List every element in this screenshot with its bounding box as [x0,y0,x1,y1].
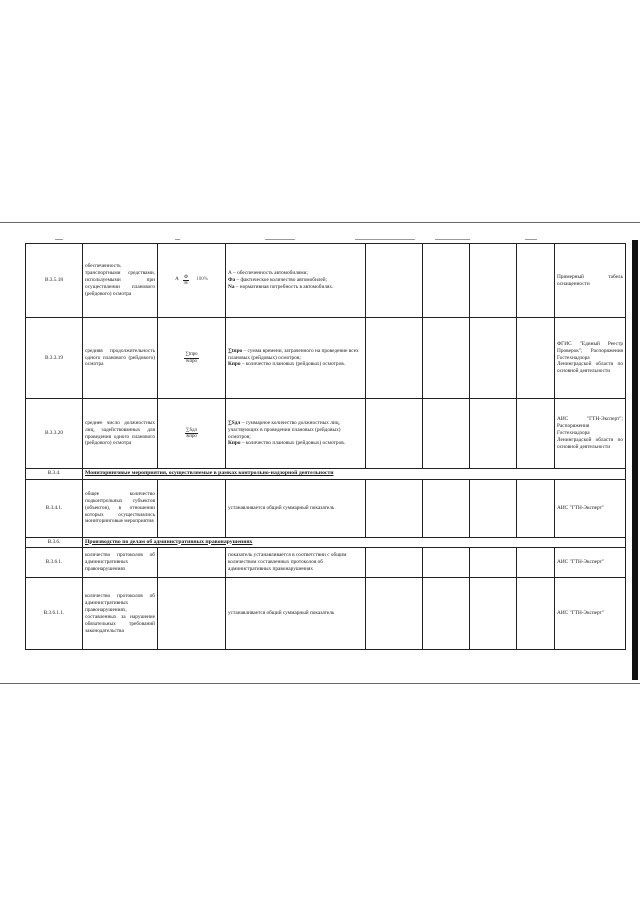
row-code: В.3.3.19 [26,318,83,399]
desc-line: – фактическое количество автомобилей; [235,277,328,283]
formula-numerator: ∑tпро [185,352,198,358]
row-indicator-name: общее количество подконтрольных субъектов (объектов), в отношении которых осуществлялись мониторинговые мероприятия [83,479,158,537]
row-indicator-name: количество протоколов об административных правонарушениях [83,548,158,578]
desc-line: – суммарное количество должностных лиц, участвующих в проведении плановых (рейдовых) осмотров; [228,419,341,440]
section-header-row [26,537,626,548]
empty-cell [470,318,517,399]
empty-cell [366,399,423,469]
formula-fraction [185,428,198,439]
empty-cell [423,548,470,578]
empty-cell [517,244,555,318]
empty-cell [423,578,470,650]
table-row [26,244,626,318]
row-source: АИС "ГТН-Эксперт" [555,548,626,578]
row-code: В.3.5.18 [26,244,83,318]
row-source: АИС "ГТН-Эксперт" [555,578,626,650]
table-row [26,578,626,650]
empty-cell [517,548,555,578]
empty-cell [366,318,423,399]
table-row [26,318,626,399]
row-indicator-name: средняя продолжительность одного планового (рейдового) осмотра [83,318,158,399]
indicator-table [25,243,626,650]
section-title [83,537,626,548]
row-indicator-name: количество протоколов об административных правонарушениях, составленных за нарушение обязательных требований законодательства [83,578,158,650]
desc-line: – количество плановых (рейдовых) осмотров. [240,440,346,447]
empty-cell [517,399,555,469]
row-source: ФГИС "Единый Реестр Проверок"; Распоряжения Гостехнадзора Ленинградской области по основной деятельности [555,318,626,399]
empty-cell [517,318,555,399]
row-description: устанавливается общий суммарный показатель [226,578,366,650]
formula-numerator: Ф [184,274,188,280]
empty-cell [366,479,423,537]
empty-cell [423,479,470,537]
formula-denominator: Kпро [186,358,197,364]
section-header-row [26,469,626,480]
empty-cell [517,479,555,537]
row-source: АИС "ГТН-Эксперт" [555,479,626,537]
row-description [226,318,366,399]
desc-term: Кпро [228,361,241,368]
empty-cell [423,318,470,399]
row-code: В.3.6.1. [26,548,83,578]
section-title-text: Производство по делам об административных правонарушениях [85,538,253,545]
formula-denominator: Кпро [186,434,197,439]
empty-cell [470,399,517,469]
table-row [26,399,626,469]
row-description: устанавливается общий суммарный показатель [226,479,366,537]
empty-cell [470,479,517,537]
desc-term: ∑tпро [228,347,243,354]
desc-line: – сумма времени, затраченного на проведение всех плановых (рейдовых) осмотров; [228,347,359,361]
desc-line: – нормативная потребность в автомобилях. [234,283,334,290]
empty-cell [366,578,423,650]
empty-cell [470,578,517,650]
formula-fraction [183,275,189,286]
row-description [226,399,366,469]
formula-prefix: А [175,277,179,283]
bottom-rule [0,683,640,684]
section-title [83,469,626,480]
empty-cell [423,399,470,469]
desc-line: А – обеспеченность автомобилями; [228,270,308,277]
formula-fraction [184,352,198,363]
row-description: показатель устанавливается в соответствии с общим количеством составленных протоколов об административных правонарушениях [226,548,366,578]
row-formula [158,318,226,399]
row-formula [158,399,226,469]
formula-suffix: 100% [196,277,208,283]
row-code: В.3.6.1.1. [26,578,83,650]
desc-line: – количество плановых (рейдовых) осмотров. [240,361,346,368]
desc-term: Na [228,283,235,290]
formula-denominator: Н [184,281,188,286]
desc-term: ∑Sдл [228,419,241,426]
empty-cell [470,244,517,318]
empty-cell [517,578,555,650]
desc-term: Кпро [228,440,241,447]
row-code: В.3.4.1. [26,479,83,537]
section-title-text: Мониторинговые мероприятия, осуществляемые в рамках контрольно-надзорной деятельности [85,470,334,476]
formula-numerator: ∑Sдл [186,427,197,433]
row-formula [158,479,226,537]
empty-cell [423,244,470,318]
row-formula [158,548,226,578]
top-rule [0,222,640,223]
row-formula [158,244,226,318]
empty-cell [366,244,423,318]
desc-term: Фа [228,277,236,283]
row-source: Примерный табель оснащенности [555,244,626,318]
row-source: АИС "ГТН-Эксперт"; Распоряжения Гостехнадзора Ленинградской области по основной деятельности [555,399,626,469]
section-code: В.3.6. [26,537,83,548]
row-formula [158,578,226,650]
row-code: В.3.3.20 [26,399,83,469]
empty-cell [366,548,423,578]
row-indicator-name: обеспеченность транспортными средствами, используемыми при осуществлении планового (рейдового) осмотра [83,244,158,318]
table-row [26,548,626,578]
empty-cell [470,548,517,578]
section-code: В.3.4. [26,469,83,480]
table-row [26,479,626,537]
row-description [226,244,366,318]
row-indicator-name: среднее число должностных лиц, задействованных для проведения одного планового (рейдового) осмотра [83,399,158,469]
scan-page-edge [632,240,638,680]
